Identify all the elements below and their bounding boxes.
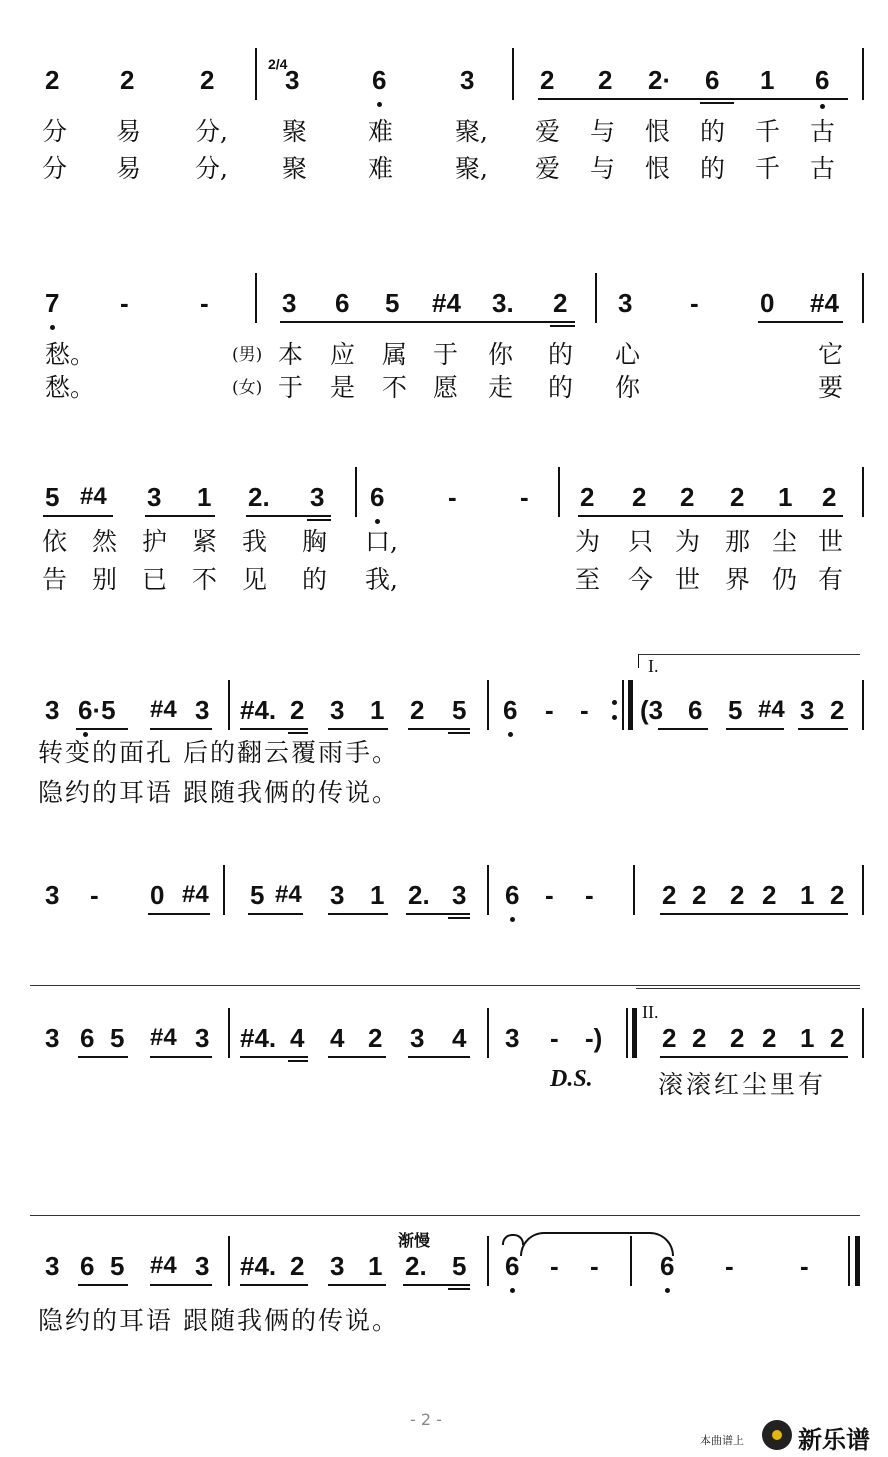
note: - [725,1251,734,1281]
note: 3 [618,288,633,318]
lyric: 那 [725,527,751,556]
note: 3 [330,695,345,725]
lyrics-row [0,563,888,597]
lyric: 愁。 [45,373,96,402]
barline [228,1236,230,1286]
note: 6·5 [78,695,116,725]
beam [288,1060,308,1062]
note: 2 [580,482,595,512]
note: 1 [760,65,775,95]
note: 2 [730,1023,745,1053]
note: - [800,1251,809,1281]
lyric: 依 [42,527,68,556]
lyric: 愿 [433,373,459,402]
lyrics-row [0,1068,888,1102]
note: 2. [248,482,270,512]
note: 2 [762,880,777,910]
note: #4 [150,696,177,723]
note: 2 [680,482,695,512]
brand-name: 新乐谱 [798,1426,870,1454]
note: 3 [45,880,60,910]
note: 3 [410,1023,425,1053]
note: 3 [45,695,60,725]
note: 2 [822,482,837,512]
notes-row-2 [0,283,888,323]
note: 6 [705,65,720,95]
lyric-line: 滚滚红尘里有 [658,1070,827,1099]
beam [150,728,212,730]
notes-row-5 [0,875,888,915]
note: #4 [182,881,209,908]
barline [228,1008,230,1058]
note: - [200,288,209,318]
dal-segno-mark: D.S. [550,1066,593,1092]
lyrics-row [0,736,888,770]
note: 2· [648,65,672,95]
beam [550,325,575,327]
note: -) [585,1023,603,1053]
repeat-barline [628,680,633,730]
lyric: 的 [700,117,726,146]
note: 5 [385,288,400,318]
barline [633,865,635,915]
repeat-dot [612,700,617,705]
note: 6 [688,695,703,725]
lyric: 的 [700,154,726,183]
beam [240,728,308,730]
note: 6 [503,695,518,725]
beam [280,321,575,323]
lyric-line: 隐约的耳语 跟随我俩的传说。 [38,778,399,807]
note: 6 [80,1023,95,1053]
lyric: 界 [725,565,751,594]
lyric: 于 [433,340,459,369]
low-octave-dot [820,104,825,109]
staff-separator [30,985,860,986]
barline [487,1236,489,1286]
lyric: 聚 [282,117,308,146]
note: 2. [408,880,430,910]
note: - [545,695,554,725]
lyric: 应 [330,340,356,369]
lyric: 为 [675,527,701,556]
lyric: 的 [548,373,574,402]
note: 1 [800,880,815,910]
note: 2 [540,65,555,95]
note: 1 [197,482,212,512]
note: #4 [150,1024,177,1051]
note: 3 [195,695,210,725]
beam [78,1284,128,1286]
note: 5 [110,1251,125,1281]
beam [248,913,303,915]
lyric: 的 [548,340,574,369]
beam [798,728,848,730]
lyric: 紧 [192,527,218,556]
barline [255,48,257,100]
note: 2 [730,880,745,910]
note: 2 [830,1023,845,1053]
beam [150,1284,212,1286]
note: 2 [692,1023,707,1053]
note: 0 [150,880,165,910]
barline [223,865,225,915]
note: 1 [800,1023,815,1053]
brand-logo-icon [762,1420,792,1450]
barline [862,467,864,517]
barline [862,48,864,100]
note: #4 [758,696,785,723]
note: - [585,880,594,910]
low-octave-dot [377,102,382,107]
note: - [690,288,699,318]
low-octave-dot [510,1288,515,1293]
singer-tag: (男) [232,345,263,365]
note: 2 [762,1023,777,1053]
lyric: 走 [488,373,514,402]
beam [78,1056,128,1058]
volta-line [636,988,860,989]
volta-1-label: I. [648,656,659,676]
note: 6 [335,288,350,318]
barline [487,865,489,915]
beam [43,515,113,517]
lyric: 我, [365,565,398,594]
final-barline-thin [848,1236,850,1286]
lyrics-row [0,115,888,149]
note: 2 [120,65,135,95]
lyrics-row [0,152,888,186]
beam [240,1284,308,1286]
note: 5 [250,880,265,910]
barline [862,865,864,915]
lyric-line: 隐约的耳语 跟随我俩的传说。 [38,1306,399,1335]
note: 5 [452,1251,467,1281]
lyric: 千 [755,154,781,183]
note: - [120,288,129,318]
note: 2 [632,482,647,512]
note: 3 [147,482,162,512]
lyric: 我 [242,527,268,556]
beam [660,1056,848,1058]
note: 3 [330,880,345,910]
barline [255,273,257,323]
note: #4. [240,695,277,725]
note: 1 [370,695,385,725]
note: 2 [830,695,845,725]
volta-line [638,654,860,655]
lyric: 你 [615,373,641,402]
lyric: 口, [365,527,398,556]
beam [403,1284,470,1286]
lyric: 告 [42,565,68,594]
time-signature: 2/4 [268,56,288,72]
note: - [580,695,589,725]
note: 3 [45,1251,60,1281]
note: (3 [640,695,664,725]
lyric: 为 [575,527,601,556]
beam [76,728,128,730]
lyric: 不 [192,565,218,594]
lyric: 难 [368,154,394,183]
lyric: 与 [590,154,616,183]
lyric: 聚, [455,154,488,183]
beam [448,917,470,919]
note: 4 [290,1023,305,1053]
note: 6 [660,1251,675,1281]
beam [726,728,784,730]
lyric: 与 [590,117,616,146]
note: 2 [662,880,677,910]
beam [758,321,843,323]
repeat-barline [632,1008,637,1058]
beam [288,732,308,734]
note: 6 [370,482,385,512]
lyric: 别 [92,565,118,594]
lyric: 聚, [455,117,488,146]
lyric: 本 [278,340,304,369]
lyrics-row [0,1304,888,1338]
note: #4. [240,1023,277,1053]
note: - [550,1251,559,1281]
note: 3 [505,1023,520,1053]
note: 2 [290,1251,305,1281]
barline [512,48,514,100]
beam [448,1288,470,1290]
lyric: 分, [195,154,228,183]
notes-row-7 [0,1246,888,1286]
lyric: 世 [675,565,701,594]
volta-hook [638,654,639,668]
beam [406,913,470,915]
note: 3 [45,1023,60,1053]
lyrics-row [0,525,888,559]
low-octave-dot [510,917,515,922]
note: 5 [110,1023,125,1053]
lyric: 爱 [535,154,561,183]
note: 3 [195,1251,210,1281]
lyric: 要 [818,373,844,402]
beam [246,515,331,517]
lyric: 分 [42,117,68,146]
lyric: 有 [818,565,844,594]
lyric: 的 [302,565,328,594]
barline [862,1008,864,1058]
lyrics-row [0,776,888,810]
lyric: 只 [628,527,654,556]
barline [595,273,597,323]
note: 6 [80,1251,95,1281]
note: 2. [405,1251,427,1281]
lyric: 护 [142,527,168,556]
note: 6 [372,65,387,95]
lyric: 恨 [645,117,671,146]
final-barline-thick [855,1236,860,1286]
note: 2 [410,695,425,725]
beam [328,1284,386,1286]
note: - [520,482,529,512]
lyric: 已 [142,565,168,594]
note: 2 [830,880,845,910]
note: 3 [285,65,300,95]
lyric: 尘 [772,527,798,556]
beam [150,1056,212,1058]
lyric: 你 [488,340,514,369]
lyric: 分 [42,154,68,183]
barline [228,680,230,730]
lyric: 易 [116,154,142,183]
note: #4 [80,483,107,510]
barline [487,1008,489,1058]
low-octave-dot [375,519,380,524]
lyric: 于 [278,373,304,402]
note: 3 [460,65,475,95]
note: 2 [368,1023,383,1053]
lyric: 然 [92,527,118,556]
beam [307,519,331,521]
note: 7 [45,288,60,318]
beam [408,728,470,730]
note: 3 [330,1251,345,1281]
tempo-mark: 渐慢 [398,1231,431,1250]
note: 5 [452,695,467,725]
barline [622,680,624,730]
note: 1 [370,880,385,910]
lyric: 至 [575,565,601,594]
lyric: 不 [382,373,408,402]
note: 1 [368,1251,383,1281]
lyric: 愁。 [45,340,96,369]
note: 3 [310,482,325,512]
repeat-dot [612,715,617,720]
barline [355,467,357,517]
barline [626,1008,628,1058]
note: 6 [505,1251,520,1281]
credit-text: 本曲谱上 [700,1434,744,1447]
lyric: 难 [368,117,394,146]
lyric: 分, [195,117,228,146]
beam [448,732,470,734]
lyrics-row [0,371,888,405]
beam [328,913,388,915]
note: 3 [452,880,467,910]
beam [328,728,388,730]
low-octave-dot [50,325,55,330]
note: - [550,1023,559,1053]
fermata [502,1234,524,1245]
lyric: 世 [818,527,844,556]
barline [487,680,489,730]
beam [700,102,734,104]
notes-row-1 [0,56,888,100]
note: - [448,482,457,512]
lyric: 心 [615,340,641,369]
note: 4 [330,1023,345,1053]
notes-row-3 [0,477,888,517]
lyric: 见 [242,565,268,594]
lyric-line: 转变的面孔 后的翻云覆雨手。 [38,738,399,767]
beam [240,1056,308,1058]
low-octave-dot [665,1288,670,1293]
lyric: 古 [810,117,836,146]
beam [148,913,210,915]
note: 2 [662,1023,677,1053]
singer-tag: (女) [232,378,263,398]
barline [862,680,864,730]
lyrics-row [0,338,888,372]
note: 3. [492,288,514,318]
beam [145,515,215,517]
lyric: 它 [818,340,844,369]
beam [408,1056,470,1058]
lyric: 胸 [302,527,328,556]
note: 2 [45,65,60,95]
volta-2-label: II. [642,1002,659,1022]
lyric: 古 [810,154,836,183]
note: #4. [240,1251,277,1281]
lyric: 今 [628,565,654,594]
staff-separator [30,1215,860,1216]
beam [578,515,843,517]
lyric: 属 [382,340,408,369]
note: - [545,880,554,910]
note: 6 [815,65,830,95]
notes-row-4 [0,690,888,730]
barline [558,467,560,517]
lyric: 是 [330,373,356,402]
note: #4 [810,288,839,318]
lyric: 千 [755,117,781,146]
note: 2 [730,482,745,512]
beam [538,98,848,100]
lyric: 易 [116,117,142,146]
lyric: 仍 [772,565,798,594]
lyric: 爱 [535,117,561,146]
note: 2 [553,288,568,318]
note: 2 [200,65,215,95]
barline [630,1236,632,1286]
page-number: - 2 - [410,1410,442,1429]
note: 0 [760,288,775,318]
note: 2 [692,880,707,910]
lyric: 聚 [282,154,308,183]
note: 2 [290,695,305,725]
note: #4 [150,1252,177,1279]
note: 4 [452,1023,467,1053]
beam [658,728,708,730]
note: #4 [432,288,461,318]
note: 3 [800,695,815,725]
beam [328,1056,386,1058]
note: 6 [505,880,520,910]
note: 5 [728,695,743,725]
notes-row-6 [0,1018,888,1058]
lyric: 恨 [645,154,671,183]
note: #4 [275,881,302,908]
barline [862,273,864,323]
note: - [90,880,99,910]
note: - [590,1251,599,1281]
beam [660,913,848,915]
tie [520,1232,674,1256]
note: 1 [778,482,793,512]
note: 3 [195,1023,210,1053]
note: 3 [282,288,297,318]
note: 5 [45,482,60,512]
note: 2 [598,65,613,95]
